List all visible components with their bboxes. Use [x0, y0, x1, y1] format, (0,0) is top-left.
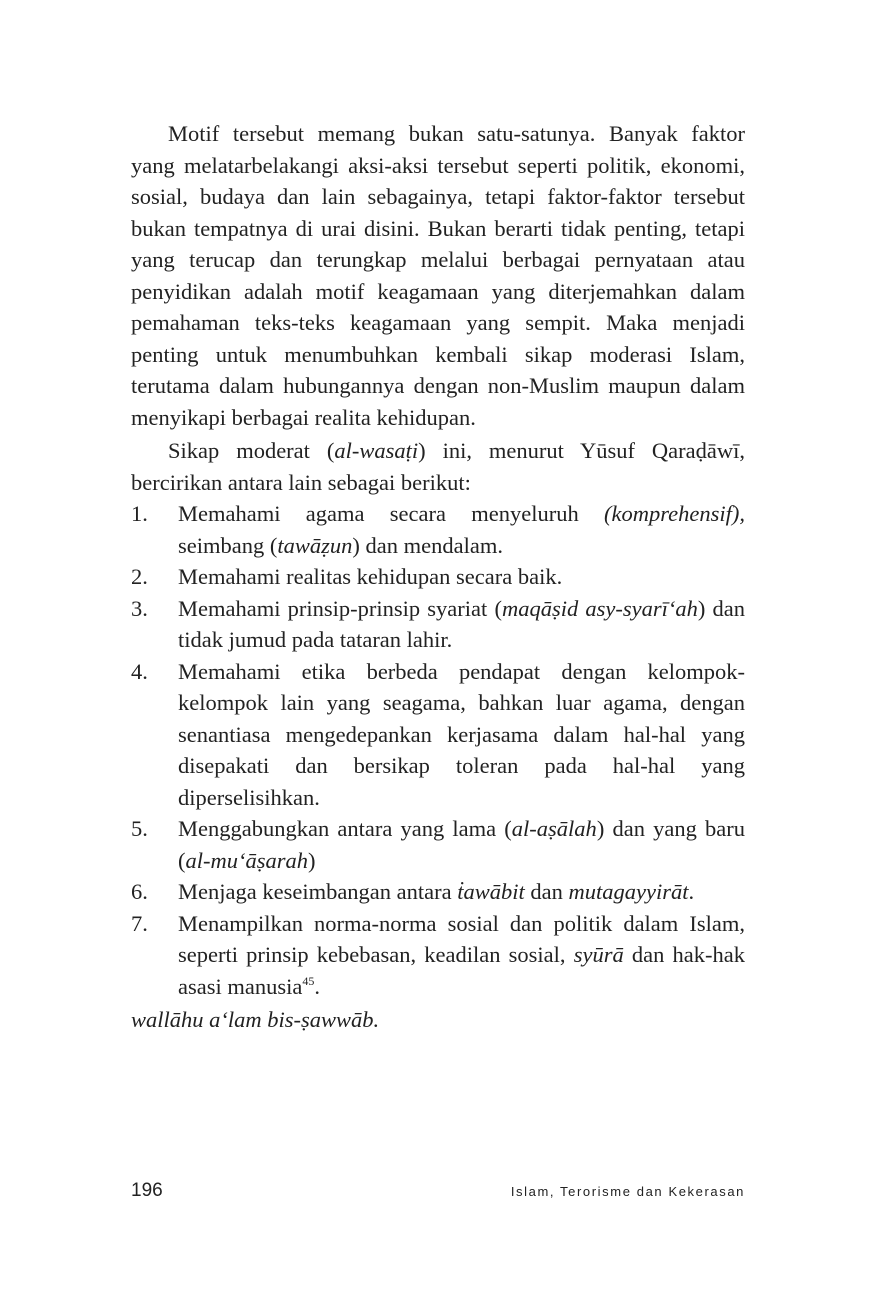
list-text [178, 561, 745, 593]
list-text-segment: ) dan mendalam. [352, 532, 503, 558]
list-text [178, 908, 745, 1003]
list-text-segment: Memahami prinsip-prinsip syariat ( [178, 595, 502, 621]
list-item [131, 561, 745, 593]
list-text-segment: ) [308, 847, 316, 873]
list-italic-term: al-mu‘āṣarah [185, 847, 308, 873]
list-item [131, 876, 745, 908]
list-number: 7. [131, 910, 148, 936]
paragraph-1: Motif tersebut memang bukan satu-satunya. Banyak faktor yang melatarbelakangi aksi-aksi tersebut seperti politik, ekonomi, sosial, budaya dan lain sebagainya, tetapi faktor-faktor tersebut bukan tempatnya di urai disini. Bukan berarti tidak penting, tetapi yang terucap dan terungkap melalui berbagai pernyataan atau penyidikan adalah motif keagamaan yang diterjemahkan dalam pemahaman teks-teks keagamaan yang sempit. Maka menjadi penting untuk menumbuhkan kembali sikap moderasi Islam, terutama dalam hubungannya dengan non-Muslim maupun dalam menyikapi berbagai realita kehidupan. [131, 121, 745, 430]
list-text [178, 498, 745, 561]
list-text-segment: Memahami agama secara menyeluruh [178, 501, 604, 526]
list-text-segment: dan hak-hak asasi manusia [178, 942, 745, 999]
list-italic-term: syūrā [573, 942, 624, 967]
paragraph-2-after: ) ini, menurut Yūsuf Qaraḍāwī, bercirikan antara lain sebagai berikut: [131, 438, 745, 495]
list-text-segment: Menampilkan norma-norma sosial dan politik dalam Islam, seperti prinsip kebebasan, keadilan sosial, [178, 910, 745, 967]
list-item [131, 498, 745, 561]
closing-phrase: wallāhu a‘lam bis-ṣawwāb. [131, 1007, 380, 1032]
list-italic-term: al-aṣālah [511, 816, 597, 841]
list-text [178, 813, 745, 876]
list-text-segment: Menggabungkan antara yang lama ( [178, 816, 512, 841]
list-italic-term: maqāṣid asy-syarī‘ah [501, 595, 698, 621]
list-number: 1. [131, 501, 148, 526]
list-item [131, 813, 745, 876]
page-number: 196 [131, 1180, 163, 1201]
moderation-traits-list [131, 498, 745, 1002]
list-item [131, 656, 745, 814]
paragraph-2-term: al-wasaṭi [334, 438, 419, 463]
list-number: 6. [131, 879, 148, 904]
list-text-segment: seimbang ( [178, 532, 278, 558]
list-number: 5. [131, 816, 148, 841]
list-item [131, 908, 745, 1003]
list-italic-term: (komprehensif), [604, 501, 745, 526]
list-italic-term: ṫawābit [457, 879, 525, 904]
list-text-segment: ) dan yang baru ( [178, 816, 746, 873]
list-text-segment: . [314, 973, 320, 999]
paragraph-2 [131, 435, 745, 498]
page-footer [131, 1180, 745, 1202]
paragraph-2-before: Sikap moderat ( [168, 438, 335, 463]
list-item [131, 593, 745, 656]
list-text-segment: Memahami realitas kehidupan secara baik. [178, 564, 563, 589]
list-number: 2. [131, 564, 148, 589]
list-text [178, 876, 745, 908]
list-italic-term: tawāẓun [277, 532, 353, 558]
list-text-segment: dan [524, 879, 569, 904]
list-number: 3. [131, 595, 148, 621]
list-text [178, 656, 745, 814]
list-text-segment: Memahami etika berbeda pendapat dengan kelompok-kelompok lain yang seagama, bahkan luar agama, dengan senantiasa mengedepankan kerjasama dalam hal-hal yang disepakati dan bersikap toleran pada hal-hal yang diperselisihkan. [178, 658, 745, 810]
list-text-segment: . [688, 879, 695, 904]
running-title: Islam, Terorisme dan Kekerasan [510, 1184, 745, 1199]
list-italic-term: mutagayyirāt [568, 879, 689, 904]
page-body [131, 118, 745, 1036]
list-number: 4. [131, 658, 148, 684]
list-text [178, 593, 745, 656]
list-text-segment: Menjaga keseimbangan antara [178, 879, 458, 904]
list-text-segment: ) dan tidak jumud pada tataran lahir. [178, 595, 746, 652]
footnote-reference[interactable]: 45 [302, 973, 315, 988]
